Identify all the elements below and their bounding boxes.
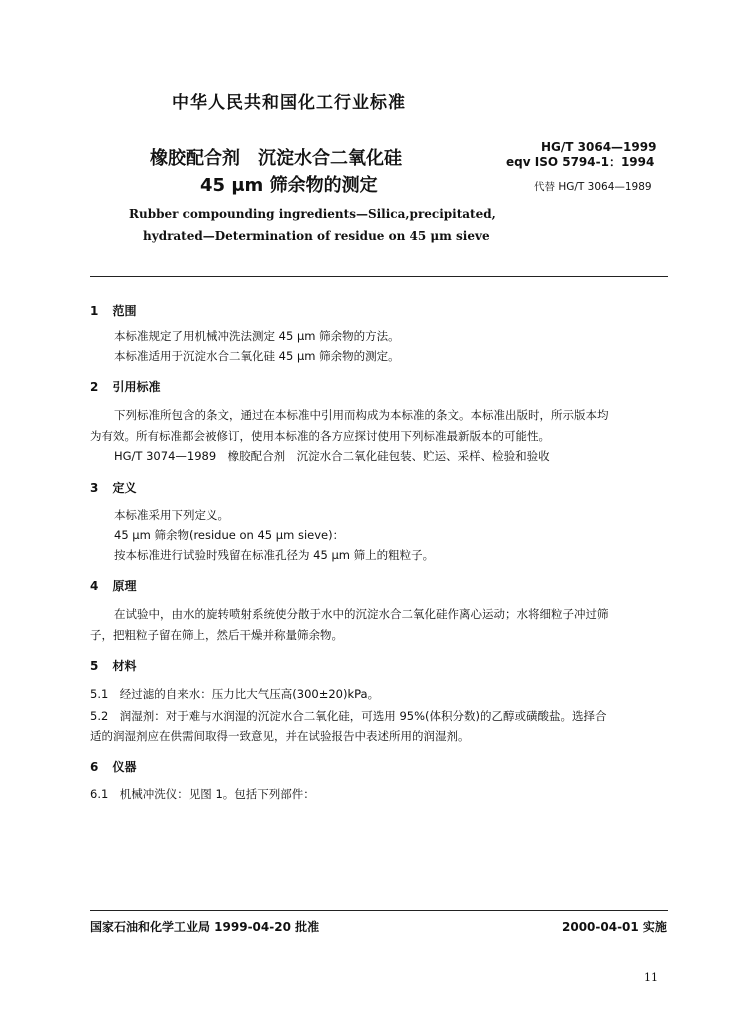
doc-title-line2: 45 μm 筛余物的测定 [200, 175, 378, 196]
clause-5-1: 5.1 经过滤的自来水：压力比大气压高(300±20)kPa。 [90, 687, 380, 701]
paragraph: 本标准采用下列定义。 [114, 508, 229, 522]
section-number: 3 [90, 481, 99, 495]
page-number: 11 [644, 971, 658, 984]
doc-title-line1: 橡胶配合剂 沉淀水合二氧化硅 [150, 148, 402, 169]
english-title-line2: hydrated—Determination of residue on 45 μm sieve [143, 229, 490, 243]
section-number: 6 [90, 760, 99, 774]
paragraph: 在试验中，由水的旋转喷射系统使分散于水中的沉淀水合二氧化硅作离心运动；水将细粒子冲过筛 [114, 607, 609, 621]
section-title: 材料 [112, 659, 137, 673]
section-title: 仪器 [112, 760, 137, 774]
section-number: 2 [90, 380, 99, 394]
section-3-heading [90, 479, 137, 496]
replaces-standard: 代替 HG/T 3064—1989 [534, 181, 652, 193]
clause-5-2-continued: 适的润湿剂应在供需间取得一致意见，并在试验报告中表述所用的润湿剂。 [90, 729, 470, 743]
implementation-date: 2000-04-01 实施 [562, 920, 667, 934]
header-divider [90, 276, 668, 277]
paragraph: 为有效。所有标准都会被修订，使用本标准的各方应探讨使用下列标准最新版本的可能性。 [90, 429, 550, 443]
paragraph: 本标准适用于沉淀水合二氧化硅 45 μm 筛余物的测定。 [114, 349, 400, 363]
section-6-heading [90, 758, 137, 775]
english-title-line1: Rubber compounding ingredients—Silica,precipitated, [129, 207, 496, 221]
section-title: 原理 [112, 579, 137, 593]
issuing-org-line: 中华人民共和国化工行业标准 [172, 93, 406, 113]
section-5-heading [90, 657, 137, 674]
section-number: 5 [90, 659, 99, 673]
section-number: 4 [90, 579, 99, 593]
definition-term: 45 μm 筛余物(residue on 45 μm sieve)： [114, 528, 345, 542]
normative-reference: HG/T 3074—1989 橡胶配合剂 沉淀水合二氧化硅包装、贮运、采样、检验和验收 [114, 449, 550, 463]
footer-divider [90, 910, 668, 911]
equivalent-standard: eqv ISO 5794-1：1994 [506, 155, 655, 169]
section-1-heading [90, 302, 137, 319]
section-title: 引用标准 [112, 380, 161, 394]
section-title: 范围 [112, 304, 137, 318]
paragraph: 下列标准所包含的条文，通过在本标准中引用而构成为本标准的条文。本标准出版时，所示版本均 [114, 408, 609, 422]
standard-number: HG/T 3064—1999 [541, 140, 657, 154]
paragraph: 子，把粗粒子留在筛上，然后干燥并称量筛余物。 [90, 628, 343, 642]
approval-line: 国家石油和化学工业局 1999-04-20 批准 [90, 920, 320, 934]
paragraph: 本标准规定了用机械冲洗法测定 45 μm 筛余物的方法。 [114, 329, 400, 343]
definition-text: 按本标准进行试验时残留在标准孔径为 45 μm 筛上的粗粒子。 [114, 548, 435, 562]
section-4-heading [90, 577, 137, 594]
section-2-heading [90, 378, 161, 395]
clause-5-2: 5.2 润湿剂：对于难与水润湿的沉淀水合二氧化硅，可选用 95%(体积分数)的乙醇或磺酸盐。选择合 [90, 709, 607, 723]
section-number: 1 [90, 304, 99, 318]
clause-6-1: 6.1 机械冲洗仪：见图 1。包括下列部件： [90, 787, 315, 801]
section-title: 定义 [112, 481, 137, 495]
